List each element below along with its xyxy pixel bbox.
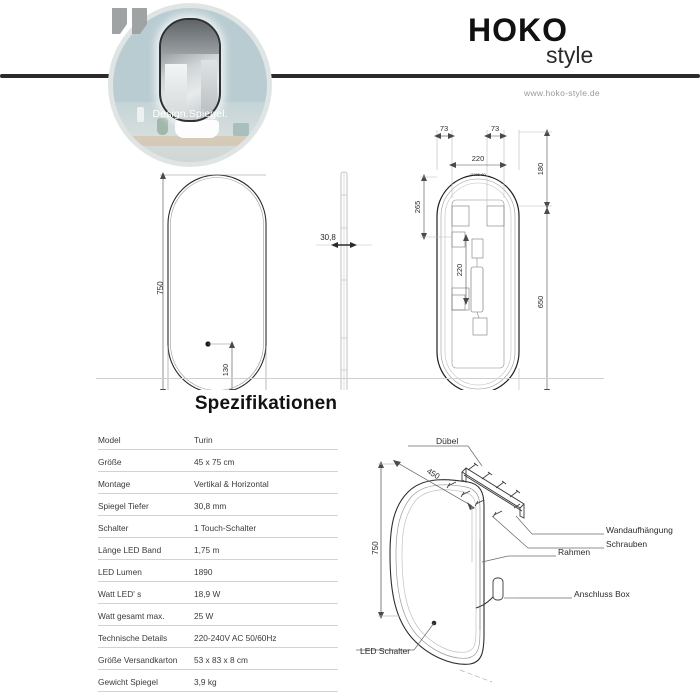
callout-led-schalter: LED Schalter — [360, 646, 411, 656]
spec-row-label: Größe — [98, 450, 194, 472]
callout-wandaufhaengung: Wandaufhängung — [606, 525, 673, 535]
spec-row-label: Montage — [98, 472, 194, 494]
front-view-height-label: 750 — [156, 281, 165, 295]
spec-row-value: 1,75 m — [194, 538, 338, 560]
brand-website: www.hoko-style.de — [524, 88, 600, 98]
hero-vase — [157, 118, 168, 135]
spec-row-label: Technische Details — [98, 626, 194, 648]
spec-row-label: Schalter — [98, 516, 194, 538]
callout-rahmen: Rahmen — [558, 547, 591, 557]
spec-row-value: 18,9 W — [194, 582, 338, 604]
spec-row-label: Watt LED' s — [98, 582, 194, 604]
install-width-label: 450 — [425, 466, 442, 482]
spec-divider — [96, 378, 604, 379]
spec-row — [98, 538, 338, 560]
spec-row — [98, 670, 338, 692]
spec-row-value: 53 x 83 x 8 cm — [194, 648, 338, 670]
header-rule — [0, 74, 700, 78]
quotation-mark-icon — [112, 8, 150, 34]
brand-subtitle: style — [546, 42, 594, 68]
back-view-part-code: GJ86-80 — [470, 172, 486, 177]
side-view-drawing — [316, 172, 372, 390]
installation-diagram — [356, 420, 700, 700]
technical-drawings — [0, 110, 700, 390]
spec-title: Spezifikationen — [194, 393, 338, 414]
spec-row-value: 1890 — [194, 560, 338, 582]
callout-anschluss-box: Anschluss Box — [574, 589, 630, 599]
brand-name-text: HOKO — [468, 12, 568, 48]
spec-row — [98, 648, 338, 670]
spec-row-label: LED Lumen — [98, 560, 194, 582]
spec-row — [98, 560, 338, 582]
spec-row-value: 1 Touch-Schalter — [194, 516, 338, 538]
spec-row — [98, 604, 338, 626]
specifications-table — [98, 428, 338, 692]
spec-row — [98, 428, 338, 450]
spec-row-value: 220-240V AC 50/60Hz — [194, 626, 338, 648]
side-view-depth-label: 30,8 — [320, 233, 336, 242]
hero-mirror — [159, 18, 221, 122]
brand-logo — [468, 14, 668, 67]
install-height-label: 750 — [371, 541, 380, 555]
back-view-left-vertical-label: 265 — [413, 200, 422, 214]
spec-row — [98, 494, 338, 516]
callout-duebel: Dübel — [436, 436, 459, 446]
back-view-inner-width-label: 220 — [471, 154, 485, 163]
spec-row-value: 3,9 kg — [194, 670, 338, 692]
spec-row-value: Vertikal & Horizontal — [194, 472, 338, 494]
back-view-top-right-label: 73 — [490, 124, 500, 133]
spec-row-value: 30,8 mm — [194, 494, 338, 516]
back-view-right-height-label: 650 — [536, 295, 545, 309]
spec-row-value: 25 W — [194, 604, 338, 626]
hero-towel — [233, 123, 249, 136]
back-view-inner-height-label: 220 — [455, 263, 464, 277]
hero-caption: Design.Spiegel. — [152, 108, 228, 120]
spec-row — [98, 450, 338, 472]
spec-table-body — [98, 428, 338, 692]
callout-schrauben: Schrauben — [606, 539, 648, 549]
spec-row-label: Größe Versandkarton — [98, 648, 194, 670]
spec-row — [98, 582, 338, 604]
spec-row — [98, 516, 338, 538]
spec-row-label: Spiegel Tiefer — [98, 494, 194, 516]
spec-row-value: 45 x 75 cm — [194, 450, 338, 472]
spec-row-label: Gewicht Spiegel — [98, 670, 194, 692]
spec-row-label: Watt gesamt max. — [98, 604, 194, 626]
back-view-top-left-label: 73 — [439, 124, 449, 133]
spec-row-label: Model — [98, 428, 194, 450]
spec-row-label: Länge LED Band — [98, 538, 194, 560]
spec-row-value: Turin — [194, 428, 338, 450]
front-view-drawing — [160, 172, 269, 390]
spec-row — [98, 626, 338, 648]
back-view-drawing — [420, 129, 552, 390]
spec-row — [98, 472, 338, 494]
back-view-right-top-label: 180 — [536, 162, 545, 176]
hero-washbasin — [175, 120, 219, 138]
front-view-switch-offset-label: 130 — [221, 363, 230, 377]
